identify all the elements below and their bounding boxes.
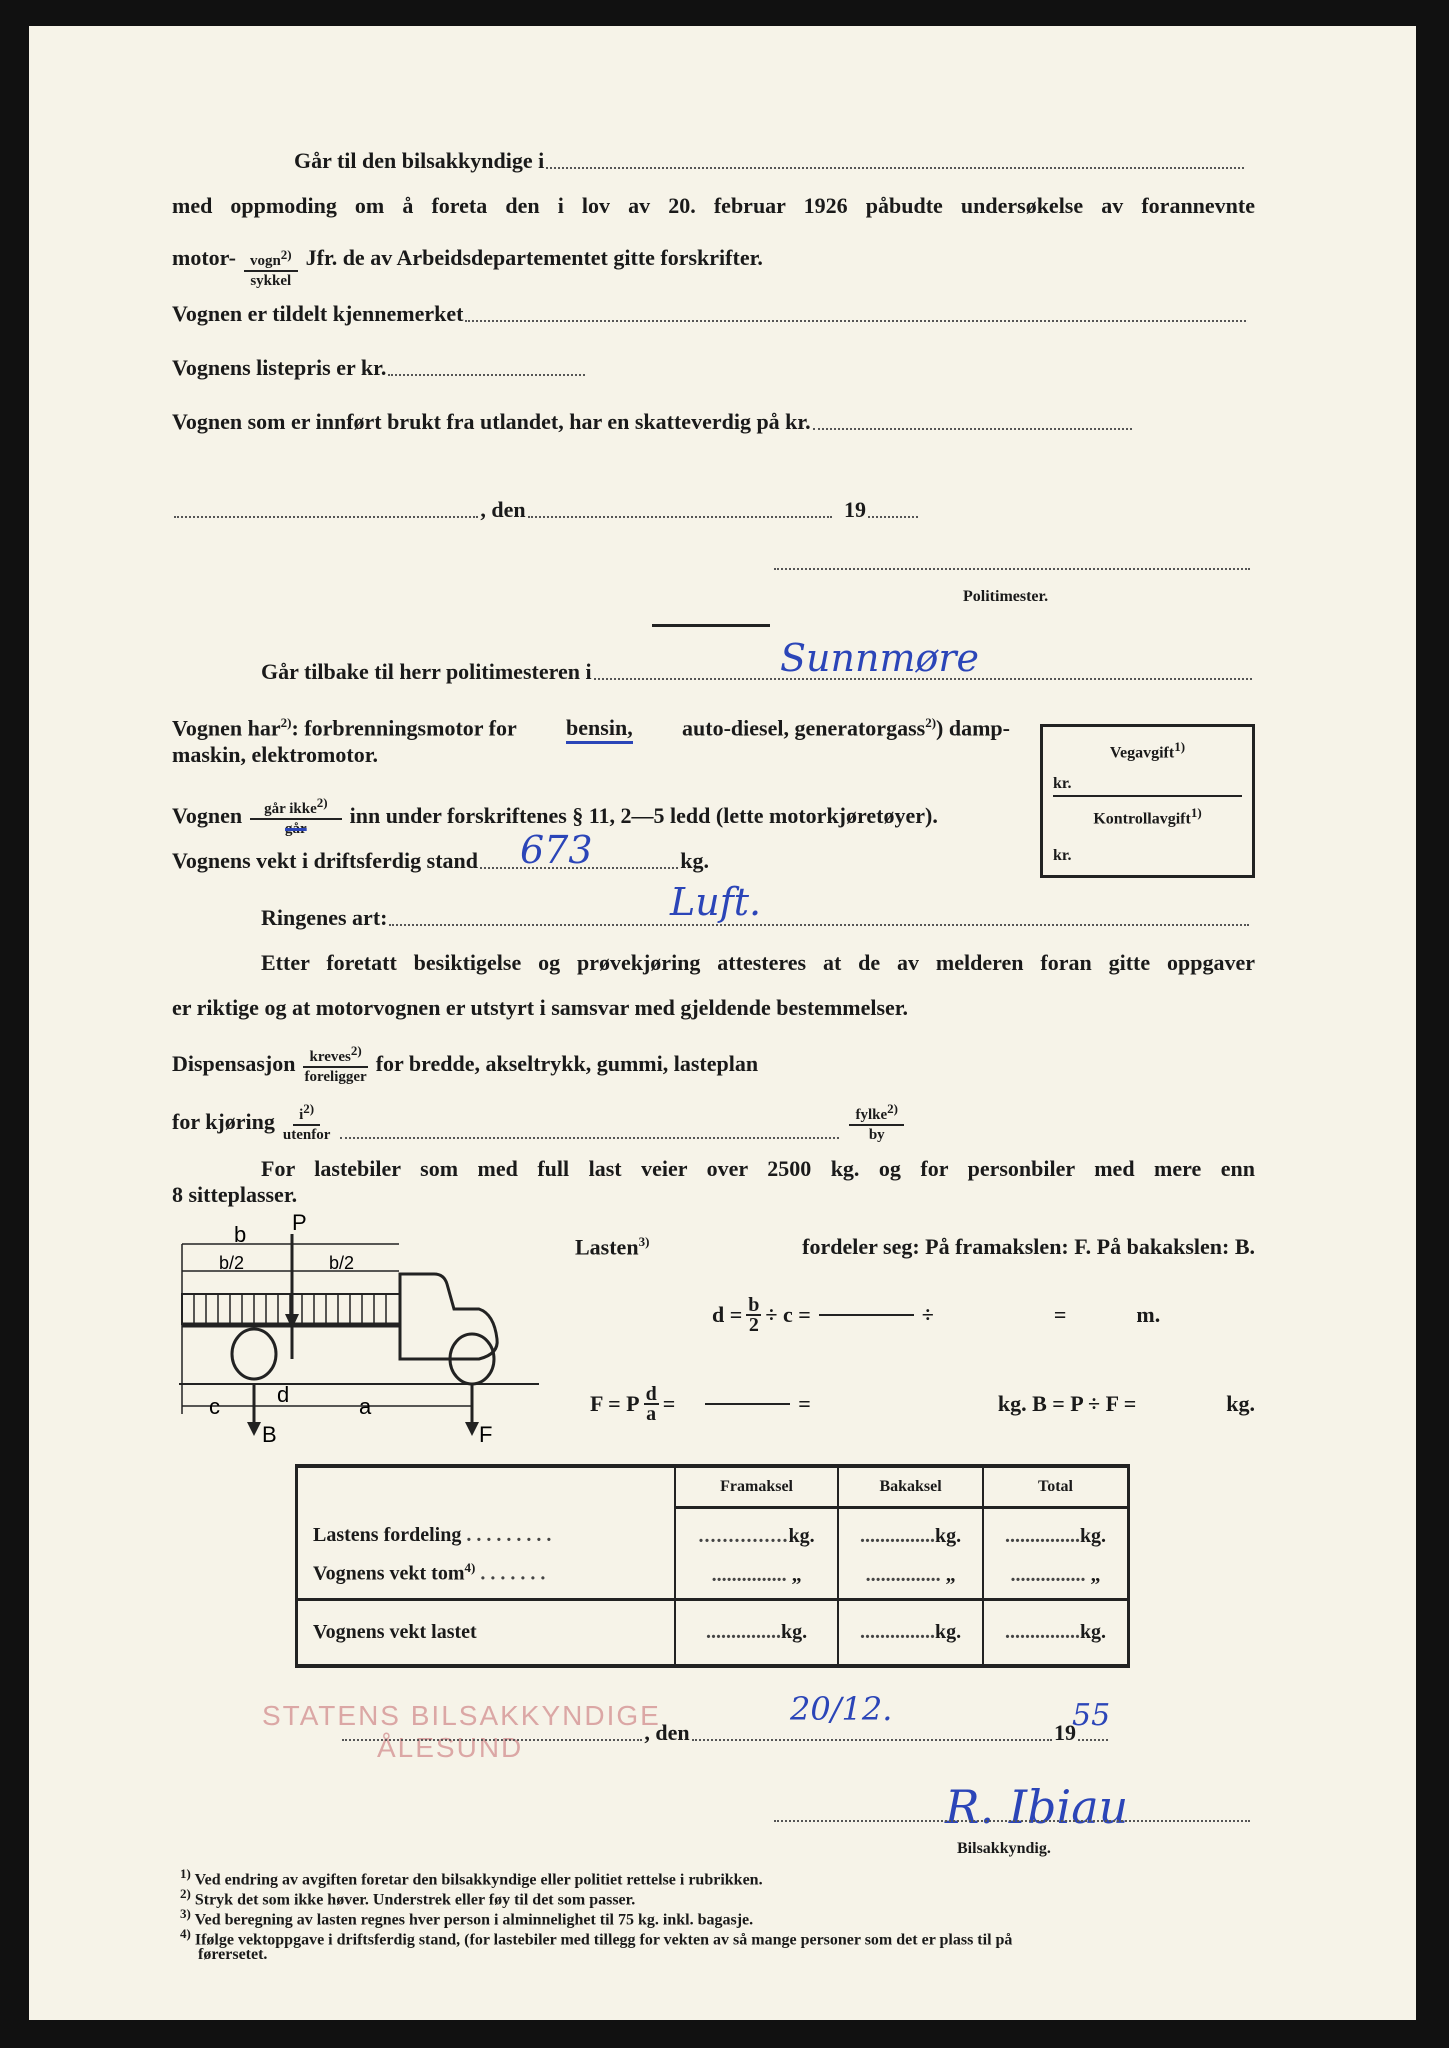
dotted-line [774,568,1250,570]
diagram-label-b2: b/2 [219,1253,245,1273]
dotted-line [813,428,1132,430]
dotted-line [388,374,585,376]
load-distribution-text: Lasten$^{3)}$ fordeler seg: På framakslen: F. På bakakslen: B. [575,1234,1255,1260]
dotted-line [528,516,832,518]
kr-label: kr. [1053,847,1072,864]
cell[interactable]: ............... „ [838,1554,983,1599]
truck-text-2: 8 sitteplasser. [172,1182,298,1207]
engine-type-line-2: maskin, elektromotor. [172,742,378,767]
diagram-label-b2: b/2 [329,1253,355,1273]
formula-F: F = P $\frac{d}{a}$ = = kg. B = P ÷ F = kg. [590,1383,1255,1425]
field-place-date[interactable] [172,497,920,523]
formula-d: d = $\frac{b}{2}$ ÷ c = ÷ = m. [712,1294,1161,1336]
fraction: $\frac{går ikke^{2)}}{\text{går}}$ [250,794,342,838]
dotted-line [774,1820,1250,1822]
dotted-line [546,167,1244,169]
kr-label: kr. [1053,775,1072,792]
cell[interactable]: ...............kg. [675,1508,838,1555]
footnote-1: $^{1)}$ Ved endring av avgiften foretar den bilsakkyndige eller politiet rettelse i rubrikken. [180,1866,763,1889]
request-text [172,193,1255,219]
fraction: $\frac{i^{2)}}{\text{utenfor}}$ [282,1101,331,1143]
attest-text-2: er riktige og at motorvognen er utstyrt i samsvar med gjeldende bestemmelser. [172,995,909,1020]
diagram-label-B: B [262,1422,277,1444]
dotted-line [1078,1739,1108,1741]
text: motor- [172,245,236,270]
fee-box: Vegavgift$^{1)}$ kr. Kontrollavgift$^{1)}$ kr. [1040,724,1255,878]
handwritten-weight: 673 [520,828,593,872]
dotted-line [342,1739,642,1741]
official-stamp: STATENS BILSAKKYNDIGE ÅLESUND [262,1700,661,1763]
divider [1053,795,1242,797]
field-bilsakkyndig[interactable] [294,148,1246,174]
label: Vognen som er innført brukt fra utlandet, har en skatteverdig på kr. [172,409,811,434]
field-weight[interactable] [172,848,709,874]
dotted-line [389,924,1249,926]
header-framaksel: Framaksel [675,1466,838,1508]
table-row: Vognens vekt tom$^{4)}$ ....... ............... „ ............... „ ............... „ [297,1554,1129,1599]
fraction: $\frac{kreves^{2)}}{\text{foreligger}}$ [304,1043,367,1085]
table-row [297,1599,1129,1666]
fraction: $\frac{d}{a}$ [645,1383,657,1425]
fraction [244,246,298,290]
diagram-label-d: d [277,1382,290,1407]
fraction: $\frac{fylke^{2)}}{by}$ [849,1100,904,1144]
handwritten-place: Sunnmøre [780,636,980,680]
row-label: Vognens vekt tom [313,1562,465,1585]
field-kjennemerke[interactable] [172,301,1248,327]
signature: R. Ibiau [945,1780,1129,1834]
dotted-line [868,516,918,518]
politimester-label: Politimester. [963,588,1049,605]
text: sykkel [250,273,292,289]
header-total: Total [983,1466,1129,1508]
cell[interactable]: ...............kg. [838,1599,983,1666]
label: , den [644,1720,690,1745]
dispensation-line: Dispensasjon $\frac{kreves^{2)}}{\text{foreligger}}$ for bredde, akseltrykk, gummi, lasteplan [172,1043,759,1085]
field-driving-area[interactable]: for kjøring $\frac{i^{2)}}{\text{utenfor}}$ $\frac{fylke^{2)}}{by}$ [172,1100,912,1144]
sup: 2) [280,247,292,262]
dotted-line [174,516,478,518]
header-bakaksel: Bakaksel [838,1466,983,1508]
cell[interactable]: ...............kg. [983,1508,1129,1555]
footnote-2: $^{2)}$ Stryk det som ikke høver. Understrek eller føy til det som passer. [180,1886,636,1909]
cell[interactable]: ...............kg. [838,1508,983,1555]
bilsakkyndig-label: Bilsakkyndig. [957,1840,1051,1857]
signature-line[interactable] [772,1820,1252,1827]
row-label: Vognens vekt lastet [297,1599,676,1666]
label: Vognens vekt i driftsferdig stand [172,848,478,873]
label: kg. [680,848,709,873]
text: Vognen har$^{2)}$: forbrenningsmotor for [172,715,517,741]
row-label: Lastens fordeling [313,1524,462,1547]
cell[interactable]: ...............kg. [983,1599,1129,1666]
text: Jfr. de av Arbeidsdepartementet gitte forskrifter. [305,245,763,270]
footnote-3: $^{3)}$ Ved beregning av lasten regnes hver person i alminnelighet til 75 kg. inkl. bagasje. [180,1906,754,1929]
underlined-bensin: bensin, [566,715,633,744]
handwritten-tyre: Luft. [670,880,762,924]
truck-load-diagram [179,1214,539,1444]
vegavgift-label: Vegavgift [1109,744,1175,762]
cell[interactable]: ............... „ [675,1554,838,1599]
table-header [297,1466,1129,1508]
field-skatteverdi[interactable] [172,409,1134,435]
label: 19 [1054,1720,1076,1745]
blank[interactable] [819,1314,914,1316]
politimester-signature-line[interactable] [772,568,1252,575]
label: , den [480,497,526,522]
dotted-line [340,1137,839,1139]
field-listepris[interactable] [172,355,587,381]
field-signoff-date[interactable] [340,1720,1110,1746]
table-row: Lastens fordeling ......... ...............kg. ...............kg. ...............kg. [297,1508,1129,1555]
label: Går tilbake til herr politimesteren i [261,659,592,684]
label: Vognen er tildelt kjennemerket [172,301,464,326]
handwritten-date: 20/12. [790,1690,893,1728]
label: Ringenes art: [261,905,388,930]
handwritten-year: 55 [1072,1698,1111,1733]
cell[interactable]: ...............kg. [675,1599,838,1666]
footnote-4: $^{4)}$ Ifølge vektoppgave i driftsferdig stand, (for lastebiler med tillegg for vekten av så mange personer som det er plass til på [180,1926,1013,1949]
diagram-label-c: c [209,1394,220,1419]
diagram-label-F: F [479,1422,493,1444]
header [297,1466,676,1508]
diagram-label-b: b [234,1222,247,1247]
kontrollavgift-label: Kontrollavgift [1093,810,1191,828]
label: 19 [844,497,866,522]
truck-text: For lastebiler som med full last veier over 2500 kg. og for personbiler med mere enn [261,1156,1255,1181]
footnote-4-cont: førersetet. [198,1946,268,1963]
attest-text: Etter foretatt besiktigelse og prøvekjøring attesteres at de av melderen foran gitte oppgaver [261,950,1255,975]
text: med oppmoding om å foreta den i lov av 20. februar 1926 påbudte undersøkelse av forannevnte [172,193,1255,218]
diagram-label-P: P [292,1214,307,1235]
engine-type-line [172,715,1010,744]
load-table [295,1464,1130,1668]
cell[interactable]: ............... „ [983,1554,1129,1599]
label: Vognens listepris er kr. [172,355,387,380]
dotted-line [692,1739,1052,1741]
text: Vognen [172,803,243,828]
fraction: $\frac{b}{2}$ [748,1294,760,1336]
motor-line [172,245,763,290]
label: Går til den bilsakkyndige i [294,148,545,173]
divider [652,624,770,627]
blank[interactable] [705,1403,790,1405]
text: vogn [249,253,281,269]
field-politimester-place[interactable] [261,659,1254,685]
text: inn under forskriftenes § 11, 2—5 ledd (lette motorkjøretøyer). [349,803,938,828]
dotted-line [465,320,1246,322]
text: auto-diesel, generatorgass$^{2)}$) damp- [682,715,1010,741]
diagram-label-a: a [359,1394,372,1419]
